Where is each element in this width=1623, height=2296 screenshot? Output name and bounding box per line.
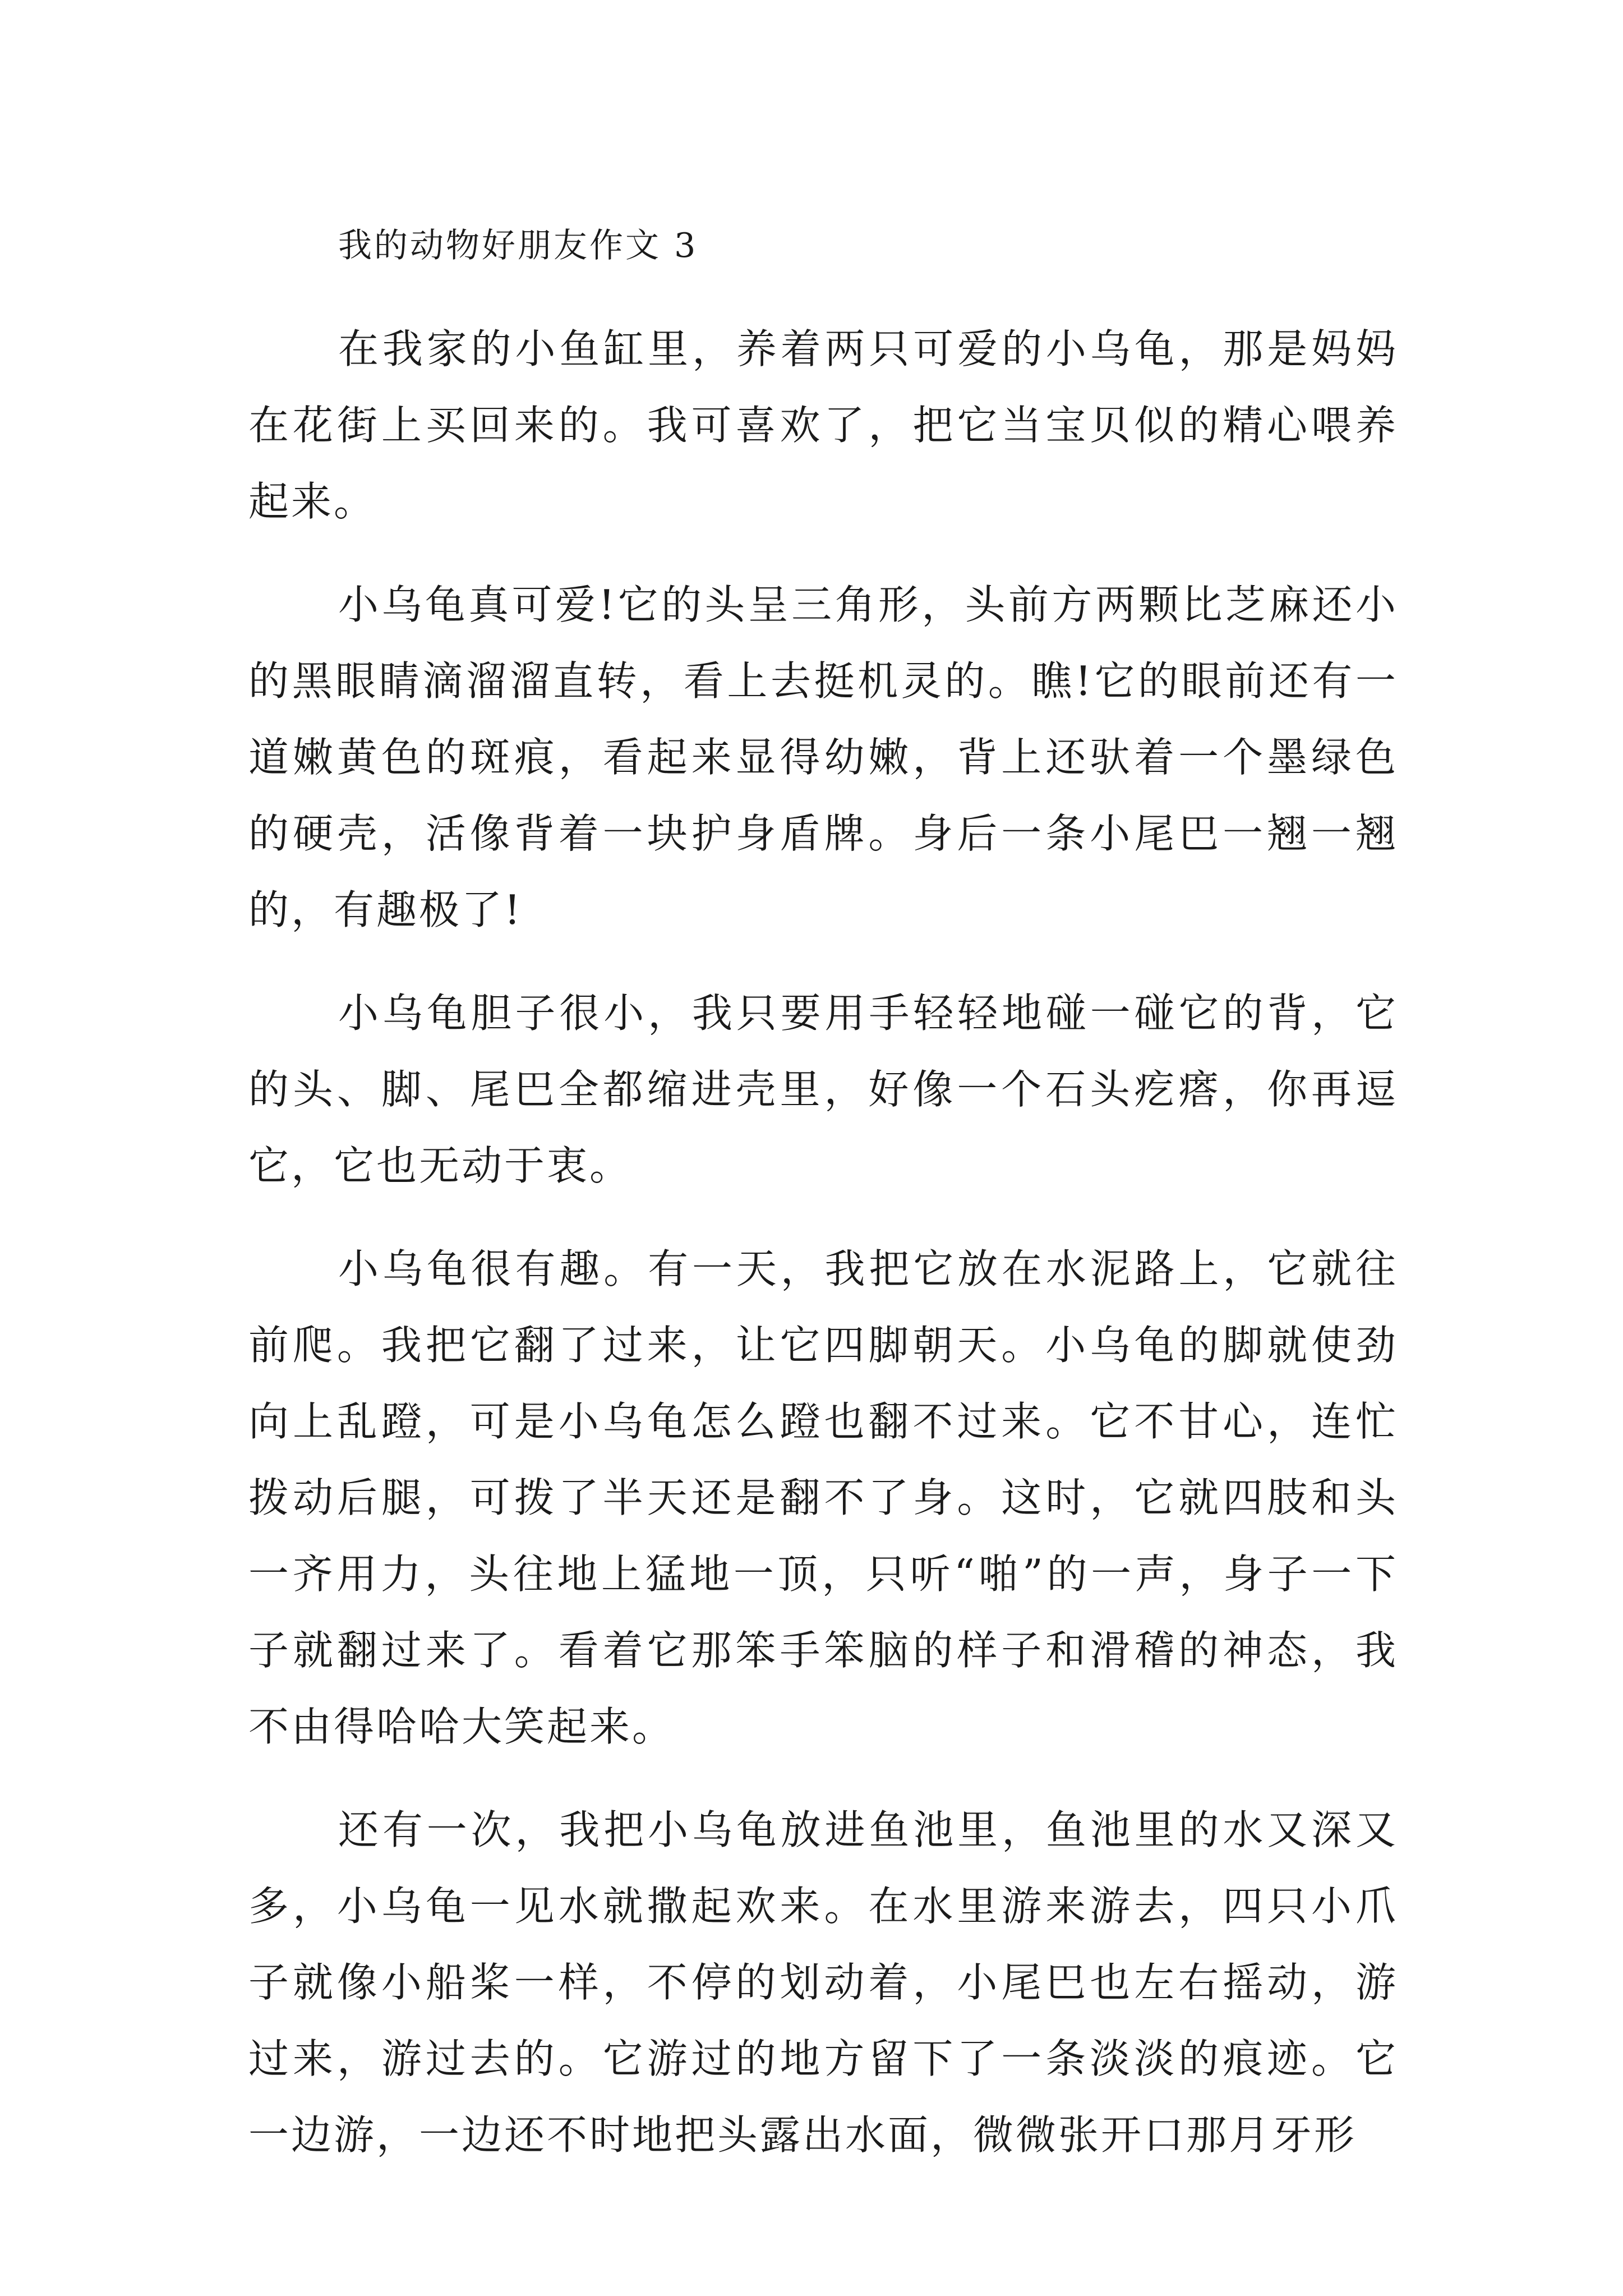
spacer	[248, 540, 1398, 567]
paragraph-4: 小乌龟很有趣。有一天，我把它放在水泥路上，它就往前爬。我把它翻了过来，让它四脚朝天。小乌龟的脚就使劲向上乱蹬，可是小乌龟怎么蹬也翻不过来。它不甘心，连忙拨动后腿，可拨了半天还是翻不了身。这时，它就四肢和头一齐用力，头往地上猛地一顶，只听“啪”的一声，身子一下子就翻过来了。看着它那笨手笨脑的样子和滑稽的神态，我不由得哈哈大笑起来。	[248, 1245, 1398, 1750]
paragraph-2: 小乌龟真可爱!它的头呈三角形，头前方两颗比芝麻还小的黑眼睛滴溜溜直转，看上去挺机灵的。瞧!它的眼前还有一道嫩黄色的斑痕，看起来显得幼嫩，背上还驮着一个墨绿色的硬壳，活像背着一块护身盾牌。身后一条小尾巴一翘一翘的，有趣极了!	[248, 581, 1398, 933]
spacer	[248, 1204, 1398, 1231]
document-title: 我的动物好朋友作文 3	[338, 226, 698, 265]
spacer	[248, 948, 1398, 975]
document-body	[248, 208, 1398, 2173]
spacer	[248, 1765, 1398, 1792]
paragraph-5: 还有一次，我把小乌龟放进鱼池里，鱼池里的水又深又多，小乌龟一见水就撒起欢来。在水里游来游去，四只小爪子就像小船桨一样，不停的划动着，小尾巴也左右摇动，游过来，游过去的。它游过的地方留下了一条淡淡的痕迹。它一边游，一边还不时地把头露出水面，微微张开口那月牙形	[248, 1806, 1398, 2159]
paragraph-3: 小乌龟胆子很小，我只要用手轻轻地碰一碰它的背，它的头、脚、尾巴全都缩进壳里，好像一个石头疙瘩，你再逗它，它也无动于衷。	[248, 990, 1398, 1189]
paragraph-1: 在我家的小鱼缸里，养着两只可爱的小乌龟，那是妈妈在花街上买回来的。我可喜欢了，把它当宝贝似的精心喂养起来。	[248, 325, 1398, 525]
spacer	[248, 284, 1398, 311]
